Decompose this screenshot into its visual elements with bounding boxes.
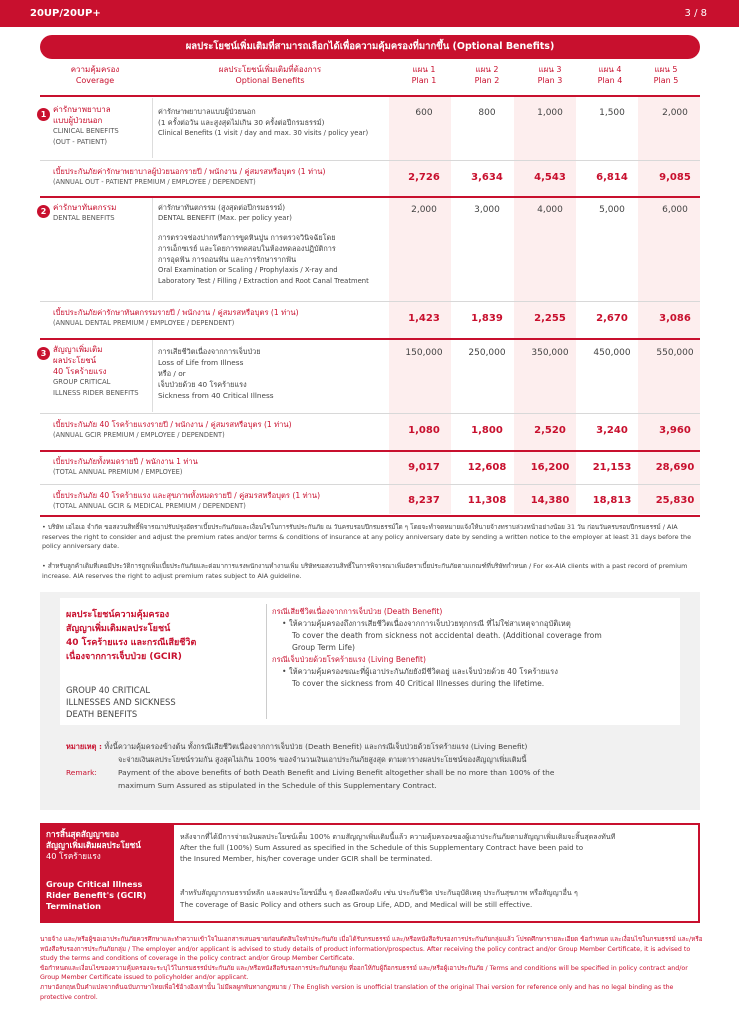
value-cell: 2,000	[662, 108, 688, 118]
divider	[152, 198, 153, 300]
value-cell: 450,000	[593, 348, 631, 358]
table-bottom-rule	[40, 515, 700, 517]
value-cell: 4,000	[537, 205, 563, 215]
row-rule	[40, 484, 700, 485]
row-rule	[40, 301, 700, 302]
section-banner: ผลประโยชน์เพิ่มเติมที่สามารถเลือกได้เพื่อความคุ้มครองที่มากขึ้น (Optional Benefits)	[40, 35, 700, 59]
note-1: • บริษัท เอไอเอ จำกัด ขอสงวนสิทธิ์พิจารณาปรับปรุงอัตราเบี้ยประกันภัยและเงื่อนไขในการรับประกันภัย ณ วันครบรอบปีกรมธรรม์ใด ๆ โดยจะทำจดหมายแจ้งให้นายจ้างทราบล่วงหน้าอย่างน้อย 31 วัน ก่อนวันครบรอบปีกรมธรรม์ / AIA reserves the right to consider and adjust the premium rates and/or terms & conditions of insurance at any policy anniversary date by sending a written notice to the employer at least 31 days before the policy anniversary date.	[42, 523, 692, 550]
termination-label-en: Group Critical Illness Rider Benefit's (GCIR) Termination	[42, 875, 174, 921]
total-cell: 18,813	[592, 495, 632, 506]
termination-text-1: หลังจากที่ได้มีการจ่ายเงินผลประโยชน์เต็ม 100% ตามสัญญาเพิ่มเติมนี้แล้ว ความคุ้มครองของผู้เอาประกันภัยตามสัญญาเพิ่มเติมจะสิ้นสุดลงทันที After the full (100%) Sum Assured as specified in the Schedule of this Supplementary Contract have been paid to the Insured Member, his/her coverage under GCIR shall be terminated.	[180, 832, 616, 863]
gcir-subtitle: GROUP 40 CRITICAL ILLNESSES AND SICKNESS DEATH BENEFITS	[66, 685, 176, 719]
value-cell: 2,000	[411, 205, 437, 215]
row-rule	[40, 413, 700, 414]
page-number: 3 / 8	[684, 8, 707, 19]
premium-label-dental: เบี้ยประกันภัยค่ารักษาทันตกรรมรายปี / พนักงาน / คู่สมรสหรือบุตร (1 ท่าน) (ANNUAL DENTAL PREMIUM / EMPLOYEE / DEPENDENT)	[53, 308, 299, 327]
premium-cell: 1,839	[471, 313, 503, 324]
col-header-plan1: แผน 1 Plan 1	[411, 65, 437, 85]
value-cell: 350,000	[531, 348, 569, 358]
premium-cell: 6,814	[596, 172, 628, 183]
premium-cell: 9,085	[659, 172, 691, 183]
top-bar	[0, 0, 739, 27]
total-cell: 8,237	[408, 495, 440, 506]
benefit-desc-dental: ค่ารักษาทันตกรรม (สูงสุดต่อปีกรมธรรม์) DENTAL BENEFIT (Max. per policy year) การตรวจช่องปากหรือการขูดหินปูน การตรวจวินิจฉัยโดย การเอ็กซเรย์ และโดยการทดสอบในห้องทดลองปฏิบัติการ การอุดฟัน การถอนฟัน และการรักษารากฟัน Oral Examination or Scaling / Prophylaxis / X-ray and Laboratory Test / Filling / Extraction and Root Canal Treatment	[158, 203, 369, 285]
value-cell: 800	[478, 108, 496, 118]
premium-label-outpatient: เบี้ยประกันภัยค่ารักษาพยาบาลผู้ป่วยนอกรายปี / พนักงาน / คู่สมรสหรือบุตร (1 ท่าน) (ANNUAL OUT - PATIENT PREMIUM / EMPLOYEE / DEPENDENT)	[53, 167, 326, 186]
total-cell: 21,153	[592, 462, 632, 473]
coverage-dental: ค่ารักษาทันตกรรม DENTAL BENEFITS	[53, 203, 117, 222]
value-cell: 150,000	[405, 348, 443, 358]
gcir-divider	[266, 604, 267, 719]
premium-cell: 2,520	[534, 425, 566, 436]
col-header-plan5: แผน 5 Plan 5	[653, 65, 679, 85]
premium-cell: 2,255	[534, 313, 566, 324]
section-rule	[40, 450, 700, 452]
death-benefit-heading: กรณีเสียชีวิตเนื่องจากการเจ็บป่วย (Death Benefit)	[272, 607, 443, 616]
premium-cell: 3,086	[659, 313, 691, 324]
premium-cell: 1,080	[408, 425, 440, 436]
premium-cell: 1,423	[408, 313, 440, 324]
total-cell: 16,200	[530, 462, 570, 473]
footer-disclaimer: นายจ้าง และ/หรือผู้ขอเอาประกันภัยควรศึกษาและทำความเข้าใจในเอกสารเสนอขายก่อนตัดสินใจทำประกันภัย เมื่อได้รับกรมธรรม์ และ/หรือหนังสือรับรองการประกันภัยกลุ่มแล้ว โปรดศึกษารายละเอียด ข้อกำหนด และเงื่อนไขในกรมธรรม์ และ/หรือหนังสือรับรองการประกันภัยกลุ่ม / The employer and/or applicant is advised to study details of product information/prospectus. After receiving the policy contract and/or Group Member Certificate, it is advised to study the terms and conditions of coverage in the policy contract and/or Group Member Certificate. ข้อกำหนดและเงื่อนไขของความคุ้มครองจะระบุไว้ในกรมธรรม์ประกันภัย และ/หรือหนังสือรับรองการประกันภัยกลุ่ม ที่ออกให้กับผู้ถือกรมธรรม์ และ/หรือผู้เอาประกันภัย / Terms and conditions will be specified in policy contract and/or Group Member Certificate issued to policyholder and/or applicant. ภาษาอังกฤษเป็นคำแปลจากต้นฉบับภาษาไทยเพื่อใช้อ้างอิงเท่านั้น ไม่มีผลผูกพันทางกฎหมาย / The English version is unofficial translation of the original Thai version for reference only and has no legal binding as the protective control.	[40, 936, 703, 1001]
gcir-box	[40, 592, 700, 810]
coverage-gcir: สัญญาเพิ่มเติม ผลประโยชน์ 40 โรคร้ายแรง GROUP CRITICAL ILLNESS RIDER BENEFITS	[53, 345, 139, 397]
premium-cell: 3,634	[471, 172, 503, 183]
termination-label-th: การสิ้นสุดสัญญาของ สัญญาเพิ่มเติมผลประโยชน์ 40 โรคร้ายแรง	[42, 825, 174, 875]
gcir-remark: หมายเหตุ : ทั้งนี้ความคุ้มครองข้างต้น ทั้งกรณีเสียชีวิตเนื่องจากการเจ็บป่วย (Death Benefit) และกรณีเจ็บป่วยด้วยโรคร้ายแรง (Living Benefit) จะจ่ายเงินผลประโยชน์รวมกัน สูงสุดไม่เกิน 100% ของจำนวนเงินเอาประกันภัยสูงสุด ตามตารางผลประโยชน์ของสัญญาเพิ่มเติมนี้ Remark: Payment of the above benefits of both Death Benefit and Living Benefit altogether shall be no more than 100% of the maximum Sum Assured as stipulated in the Schedule of this Supplementary Contract.	[66, 742, 555, 790]
col-header-coverage: ความคุ้มครอง Coverage	[70, 65, 120, 85]
gcir-title: ผลประโยชน์ความคุ้มครอง สัญญาเพิ่มเติมผลประโยชน์ 40 โรคร้ายแรง และกรณีเสียชีวิต เนื่องจากการเจ็บป่วย (GCIR)	[66, 610, 197, 662]
coverage-clinical: ค่ารักษาพยาบาล แบบผู้ป่วยนอก CLINICAL BENEFITS (OUT - PATIENT)	[53, 105, 119, 146]
total-cell: 25,830	[655, 495, 695, 506]
value-cell: 250,000	[468, 348, 506, 358]
premium-label-gcir: เบี้ยประกันภัย 40 โรคร้ายแรงรายปี / พนักงาน / คู่สมรสหรือบุตร (1 ท่าน) (ANNUAL GCIR PREMIUM / EMPLOYEE / DEPENDENT)	[53, 420, 292, 439]
termination-box	[40, 823, 700, 923]
gcir-inner	[60, 598, 680, 725]
table-top-rule	[40, 95, 700, 97]
total-cell: 28,690	[655, 462, 695, 473]
premium-cell: 2,670	[596, 313, 628, 324]
section-number-badge: 3	[37, 347, 50, 360]
row-rule	[40, 160, 700, 161]
value-cell: 1,500	[599, 108, 625, 118]
section-rule	[40, 196, 700, 198]
value-cell: 3,000	[474, 205, 500, 215]
divider	[152, 340, 153, 412]
benefit-desc-gcir: การเสียชีวิตเนื่องจากการเจ็บป่วย Loss of Life from Illness หรือ / or เจ็บป่วยด้วย 40 โรคร้ายแรง Sickness from 40 Critical Illness	[158, 347, 274, 400]
premium-cell: 4,543	[534, 172, 566, 183]
total-dependent-label: เบี้ยประกันภัย 40 โรคร้ายแรง และสุขภาพทั้งหมดรายปี / คู่สมรสหรือบุตร (1 ท่าน) (TOTAL ANNUAL GCIR & MEDICAL PREMIUM / DEPENDENT)	[53, 491, 321, 510]
product-name: 20UP/20UP+	[30, 8, 101, 19]
benefit-desc-clinical: ค่ารักษาพยาบาลแบบผู้ป่วยนอก (1 ครั้งต่อวัน และสูงสุดไม่เกิน 30 ครั้งต่อปีกรมธรรม์) Clinical Benefits (1 visit / day and max. 30 visits / policy year)	[158, 107, 369, 137]
living-benefit-heading: กรณีเจ็บป่วยด้วยโรคร้ายแรง (Living Benefit)	[272, 655, 426, 664]
value-cell: 600	[415, 108, 433, 118]
col-header-plan2: แผน 2 Plan 2	[474, 65, 500, 85]
value-cell: 5,000	[599, 205, 625, 215]
termination-text-2: สำหรับสัญญากรมธรรม์หลัก และผลประโยชน์อื่น ๆ ยังคงมีผลบังคับ เช่น ประกันชีวิต ประกันอุบัติเหตุ ประกันสุขภาพ หรือสัญญาอื่น ๆ The coverage of Basic Policy and others such as Group Life, ADD, and Medical will be still effective.	[180, 888, 578, 909]
col-header-plan3: แผน 3 Plan 3	[537, 65, 563, 85]
premium-cell: 3,960	[659, 425, 691, 436]
value-cell: 1,000	[537, 108, 563, 118]
gcir-benefits: กรณีเสียชีวิตเนื่องจากการเจ็บป่วย (Death Benefit) • ให้ความคุ้มครองถึงการเสียชีวิตเนื่องจากการเจ็บป่วยทุกกรณี ที่ไม่ใช่สาเหตุจากอุบัติเหตุ To cover the death from sickness not accidental death. (Additional coverage from Group Term Life) กรณีเจ็บป่วยด้วยโรคร้ายแรง (Living Benefit) • ให้ความคุ้มครองขณะที่ผู้เอาประกันภัยยังมีชีวิตอยู่ และเจ็บป่วยด้วย 40 โรคร้ายแรง To cover the sickness from 40 Critical Illnesses during the lifetime.	[272, 606, 677, 690]
divider	[152, 98, 153, 158]
total-cell: 14,380	[530, 495, 570, 506]
premium-cell: 2,726	[408, 172, 440, 183]
section-rule	[40, 338, 700, 340]
section-number-badge: 1	[37, 108, 50, 121]
col-header-plan4: แผน 4 Plan 4	[597, 65, 623, 85]
section-number-badge: 2	[37, 205, 50, 218]
premium-cell: 1,800	[471, 425, 503, 436]
total-cell: 11,308	[467, 495, 507, 506]
value-cell: 6,000	[662, 205, 688, 215]
premium-cell: 3,240	[596, 425, 628, 436]
value-cell: 550,000	[656, 348, 694, 358]
total-cell: 12,608	[467, 462, 507, 473]
col-header-benefit: ผลประโยชน์เพิ่มเติมที่ต้องการ Optional Benefits	[218, 65, 322, 85]
total-cell: 9,017	[408, 462, 440, 473]
total-employee-label: เบี้ยประกันภัยทั้งหมดรายปี / พนักงาน 1 ท่าน (TOTAL ANNUAL PREMIUM / EMPLOYEE)	[53, 457, 198, 476]
note-2: • สำหรับลูกค้าเดิมที่เคยมีประวัติการถูกเพิ่มเบี้ยประกันภัยและต่อมาการแรงพนักงานทำงานเพิ่ม บริษัทขอสงวนสิทธิ์ในการพิจารณาเพิ่มอัตราเบี้ยประกันภัยตามเกณฑ์ที่บริษัทกำหนด / For ex-AIA clients with a past record of premium increase. AIA reserves the right to adjust premium rates subject to AIA guideline.	[42, 562, 688, 580]
